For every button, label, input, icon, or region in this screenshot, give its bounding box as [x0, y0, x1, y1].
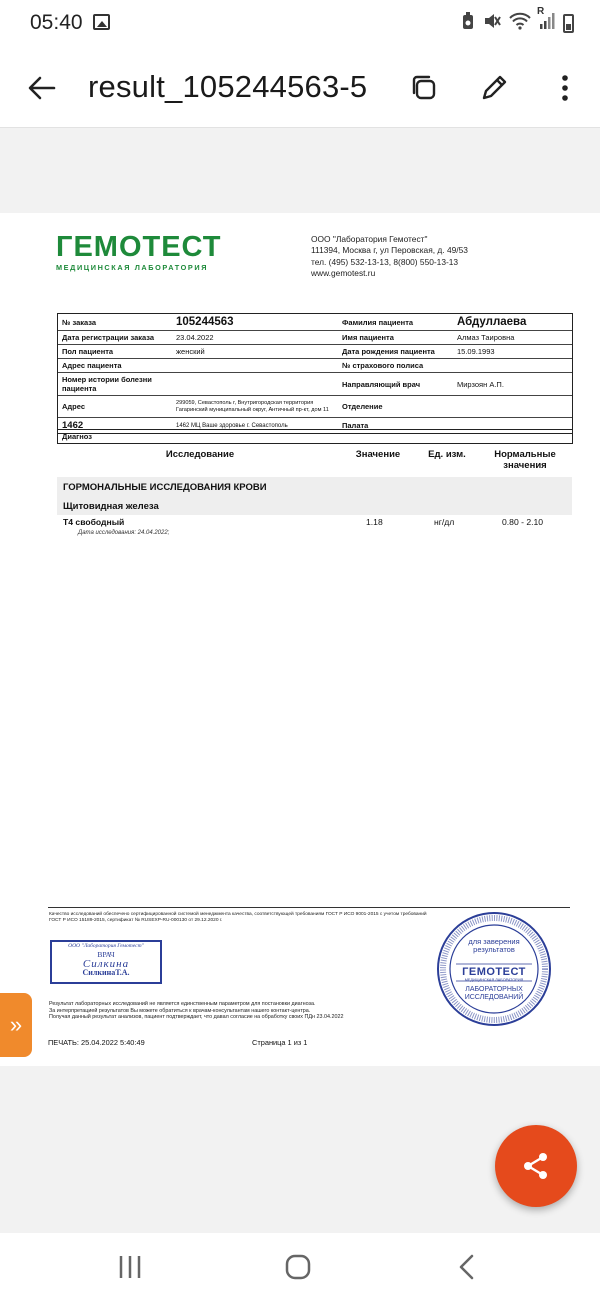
col-value: Значение — [355, 449, 401, 460]
table-row — [58, 331, 572, 345]
name-label: Имя пациента — [342, 333, 394, 342]
stamp-brand: ГЕМОТЕСТ — [462, 966, 526, 978]
table-row — [58, 373, 572, 396]
col-normal: Нормальные значения — [494, 449, 556, 471]
result-date: Дата исследования: 24.04.2022; — [78, 530, 170, 536]
battery-icon — [563, 14, 574, 33]
signal-icon — [537, 6, 555, 35]
reg-date-label: Дата регистрации заказа — [62, 333, 155, 342]
doctor-label: Направляющий врач — [342, 379, 421, 389]
result-value: 1.18 — [366, 517, 383, 527]
col-unit: Ед. изм. — [428, 449, 466, 460]
department-label: Отделение — [342, 402, 383, 411]
doctor-stamp-name: СилкинаТ.А. — [82, 968, 130, 977]
copy-icon[interactable] — [406, 70, 442, 106]
lab-phone: тел. (495) 532-13-13, 8(800) 550-13-13 — [311, 256, 459, 267]
stamp-line-1: для заверения — [468, 937, 520, 946]
file-title: result_105244563-5 — [88, 69, 368, 104]
status-icons — [461, 6, 574, 35]
print-date: ПЕЧАТЬ: 25.04.2022 5:40:49 — [48, 1038, 145, 1047]
pdf-page[interactable] — [0, 213, 600, 1066]
stamp-brand-sub: МЕДИЦИНСКАЯ ЛАБОРАТОРИЯ — [464, 978, 524, 982]
result-test: Т4 свободный — [63, 517, 125, 527]
table-row — [58, 314, 572, 331]
order-no: 105244563 — [176, 316, 234, 328]
diagnosis-label: Диагноз — [57, 429, 573, 444]
lab-address: 111394, Москва г, ул Перовская, д. 49/53 — [311, 245, 468, 256]
lab-site: www.gemotest.ru — [311, 267, 376, 278]
history-label: Номер истории болезни пациента — [62, 375, 152, 393]
address-label: Адрес — [62, 402, 86, 411]
gemotest-logo — [56, 233, 270, 272]
share-icon — [522, 1152, 550, 1180]
status-time: 05:40 — [30, 11, 83, 34]
birth: 15.09.1993 — [457, 347, 495, 356]
divider — [48, 907, 570, 908]
page-number: Страница 1 из 1 — [252, 1038, 308, 1047]
col-study: Исследование — [165, 449, 235, 460]
edge-panel-handle[interactable] — [0, 993, 32, 1057]
disclaimer — [49, 1001, 429, 1021]
reg-date: 23.04.2022 — [176, 333, 214, 342]
stamp-line-4: ИССЛЕДОВАНИЙ — [464, 994, 524, 1001]
disclaimer-line: Результат лабораторных исследований не является единственным параметром для постановки диагноза. — [49, 1001, 316, 1007]
more-vert-icon[interactable] — [548, 70, 584, 106]
doctor-stamp — [50, 940, 162, 984]
quality-note: Качество исследований обеспечено сертифицированной системой менеджмента качества, соответствующей требованиям ГОСТ Р ИСО 9001-2015 с учетом требований ГОСТ Р ИСО 15189-2015, сертификат № RUSEXP-RU-000130 от 29.12.2020 г. — [49, 912, 427, 924]
lab-name: ООО "Лаборатория Гемотест" — [311, 234, 428, 244]
policy-label: № страхового полиса — [342, 361, 424, 370]
doctor-signature: Силкина — [82, 958, 130, 970]
home-icon[interactable] — [284, 1253, 314, 1281]
order-table — [57, 313, 573, 434]
disclaimer-line: Получая данный результат анализов, пациент подтверждает, что давал согласие на обработку своих ПДн 23.04.2022 — [49, 1014, 344, 1021]
nav-back-icon[interactable] — [452, 1253, 482, 1281]
status-bar — [0, 0, 600, 48]
result-unit: нг/дл — [434, 517, 455, 527]
system-nav-bar — [0, 1233, 600, 1299]
table-row — [58, 345, 572, 359]
result-normal: 0.80 - 2.10 — [502, 517, 544, 527]
gallery-icon — [93, 14, 110, 30]
signal-roaming-label: R — [537, 6, 545, 17]
name: Алмаз Таировна — [457, 333, 515, 342]
double-chevron-right-icon: » — [9, 1012, 23, 1037]
logo-main: ГЕМОТЕСТ — [56, 231, 222, 263]
edit-pencil-icon[interactable] — [476, 70, 512, 106]
sex-label: Пол пациента — [62, 347, 114, 356]
ward-label: Палата — [342, 421, 369, 430]
doctor: Мирзоян А.П. — [457, 379, 504, 389]
surname-label: Фамилия пациента — [342, 317, 414, 327]
table-row — [58, 359, 572, 373]
code: 1462 — [62, 420, 84, 431]
share-button[interactable] — [495, 1125, 577, 1207]
lab-info — [311, 234, 468, 279]
table-row — [58, 396, 572, 418]
surname: Абдуллаева — [457, 316, 527, 328]
history — [172, 373, 338, 395]
wifi-icon — [509, 12, 531, 35]
department — [453, 396, 572, 417]
stamp-line-2: результатов — [473, 945, 515, 954]
doctor-stamp-role: ВРАЧ — [97, 950, 115, 959]
battery-saver-icon — [461, 12, 475, 35]
subsection-title: Щитовидная железа — [57, 498, 572, 515]
patient-addr — [172, 359, 338, 372]
logo-sub: МЕДИЦИНСКАЯ ЛАБОРАТОРИЯ — [56, 263, 209, 272]
patient-addr-label: Адрес пациента — [62, 361, 122, 370]
section-title: ГОРМОНАЛЬНЫЕ ИССЛЕДОВАНИЯ КРОВИ — [57, 477, 572, 498]
mute-icon — [483, 12, 501, 35]
address: 299059, Севастополь г, Внутригородская территория Гагаринский муниципальный округ, Античный пр-кт, дом 11 — [176, 399, 329, 413]
sex: женский — [176, 347, 205, 356]
lab-round-stamp — [436, 911, 552, 1027]
disclaimer-line: За интерпретацией результатов Вы можете обратиться к врачам-консультантам нашего контакт-центра. — [49, 1007, 311, 1014]
stamp-line-3: ЛАБОРАТОРНЫХ — [465, 986, 523, 993]
app-bar — [0, 48, 600, 128]
code-desc: 1462 МЦ Ваше здоровье г. Севастополь — [176, 422, 288, 429]
doctor-stamp-top: ООО "Лаборатория Гемотест" — [68, 943, 144, 949]
birth-label: Дата рождения пациента — [342, 347, 435, 356]
back-arrow-icon[interactable] — [24, 70, 60, 106]
policy — [453, 359, 572, 372]
order-no-label: № заказа — [62, 317, 97, 327]
recent-apps-icon[interactable] — [116, 1253, 146, 1281]
